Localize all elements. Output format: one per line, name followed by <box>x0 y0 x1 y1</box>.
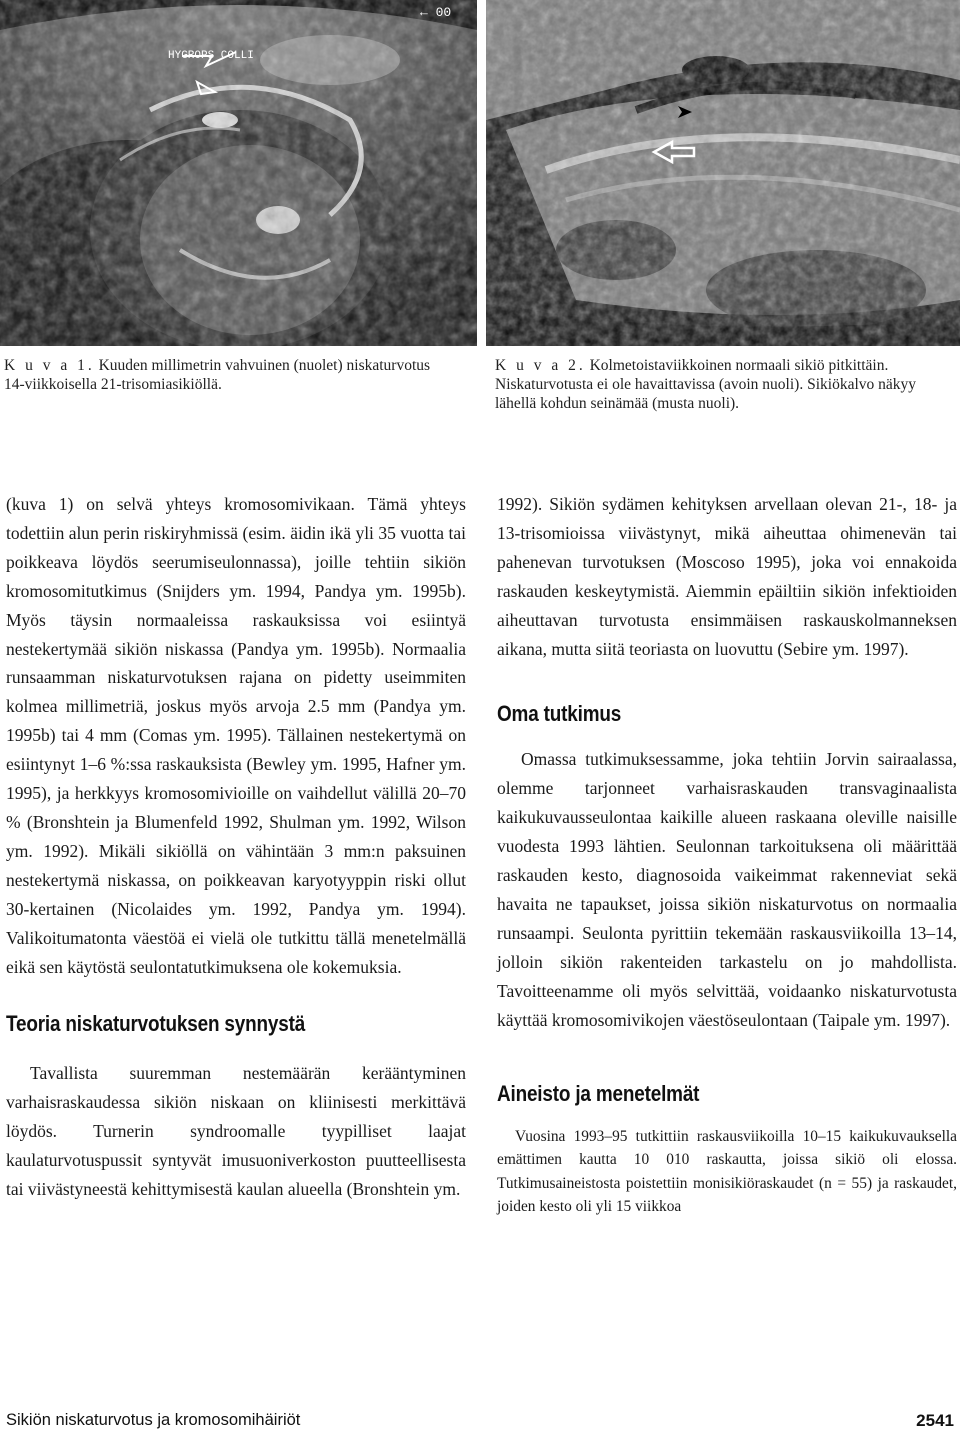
figure-2-graphic <box>486 0 960 346</box>
figure-2-caption <box>495 356 960 413</box>
heading-theory: Teoria niskaturvotuksen synnystä <box>6 1011 306 1037</box>
right-paragraph-2: Omassa tutkimuksessamme, joka tehtiin Jorvin sairaalassa, olemme tarjonneet varhaisraskauden transvaginaalista kaikukuvausseulontaa kaikille alueen raskaana oleville naisille vuodesta 1993 lähtien. Seulonnan tarkoituksena oli määrittää raskauden kesto, diagnosoida vaikeimmat rakenneviat sekä havaita ne tapaukset, joissa sikiön niskaturvotus on normaalia runsaampi. Seulonta pyrittiin tekemään raskausviikoilla 13–14, jolloin sikiön rakenteiden tarkastelu on jo mahdollista. Tavoitteenamme oli myös selvittää, voidaanko niskaturvotusta käyttää kromosomivikojen väestöseulontaan (Taipale ym. 1997). <box>497 749 957 1030</box>
figure-1-ultrasound <box>0 0 477 346</box>
figure-1-caption-label: K u v a 1. <box>4 357 95 374</box>
left-paragraph-2: Tavallista suuremman nestemäärän kerääntyminen varhaisraskaudessa sikiön niskaan on kliinisesti merkittävä löydös. Turnerin syndroomalle tyypilliset laajat kaulaturvotuspussit syntyvät imusuoniverkoston puutteellisesta tai viivästyneestä kehittymisestä kaulan alueella (Bronshtein ym. <box>6 1063 466 1200</box>
figure-1-caption-text: Kuuden millimetrin vahvuinen (nuolet) niskaturvotus 14-viikkoisella 21-trisomiasikiöllä. <box>4 357 431 393</box>
figure-2-caption-text: Kolmetoistaviikkoinen normaali sikiö pitkittäin. Niskaturvotusta ei ole havaittavissa (avoin nuoli). Sikiökalvo näkyy lähellä kohdun seinämää (musta nuoli). <box>495 357 917 412</box>
figure-1-caption <box>4 356 444 394</box>
right-paragraph-3: Vuosina 1993–95 tutkittiin raskausviikoilla 10–15 kaikukuvauksella emättimen kautta 10 010 raskautta, joissa sikiö oli elossa. Tutkimusaineistosta poistettiin monisikiöraskaudet (n = 55) ja raskaudet, joiden kesto oli yli 15 viikkoa <box>497 1127 957 1215</box>
figure-1-image-label: HYGROPS COLLI <box>168 50 254 62</box>
right-paragraph-1: 1992). Sikiön sydämen kehityksen arvellaan olevan 21-, 18- ja 13-trisomioissa viivästynyt, mikä aiheuttaa ohimenevän tai pahenevan turvotuksen (Moscoso 1995), joka voi ennakoida raskauden keskeytymistä. Aiemmin epäiltiin sikiön infektioiden aiheuttavan turvotusta ensimmäisen raskauskolmanneksen aikana, mutta siitä teoriasta on luovuttu (Sebire ym. 1997). <box>497 494 957 659</box>
running-footer-title: Sikiön niskaturvotus ja kromosomihäiriöt <box>6 1411 301 1429</box>
figure-1-graphic <box>0 0 477 346</box>
left-column <box>6 490 466 1204</box>
page-number: 2541 <box>916 1411 954 1430</box>
heading-material-methods: Aineisto ja menetelmät <box>497 1080 700 1106</box>
figure-2-ultrasound <box>486 0 960 346</box>
right-column <box>497 490 957 1219</box>
figure-2-caption-label: K u v a 2. <box>495 357 586 374</box>
heading-own-study: Oma tutkimus <box>497 701 622 727</box>
left-paragraph-1: (kuva 1) on selvä yhteys kromosomivikaan. Tämä yhteys todettiin alun perin riskiryhmissä (esim. äidin ikä yli 35 vuotta tai poikkeava löydös seerumiseulonnassa), joille tehtiin sikiön kromosomitutkimus (Snijders ym. 1994, Pandya ym. 1995b). Myös täysin normaaleissa raskauksissa voi esiintyä nestekertymää sikiön niskassa (Pandya ym. 1995b). Normaalia runsaamman niskaturvotuksen rajana on pidetty useimmiten kolmea millimetriä, joskus myös arvoja 2.5 mm (Pandya ym. 1995b) tai 4 mm (Comas ym. 1995). Tällainen nestekertymä on esiintynyt 1–6 %:ssa raskauksista (Bewley ym. 1995, Hafner ym. 1995), ja herkkyys kromosomivioille on vaihdellut välillä 20–70 % (Bronshtein ja Blumenfeld 1992, Shulman ym. 1992, Wilson ym. 1992). Mikäli sikiöllä on vähintään 3 mm:n paksuinen nestekertymä niskassa, on poikkeavan karyotyyppin riski ollut 30-kertainen (Nicolaides ym. 1992, Pandya ym. 1994). Valikoitumatonta väestöä ei vielä ole tutkittu tällä menetelmällä eikä sen käytöstä seulontatutkimuksena ole kokemuksia. <box>6 494 466 977</box>
figure-1-overlay-text: ← 00 <box>420 5 452 20</box>
